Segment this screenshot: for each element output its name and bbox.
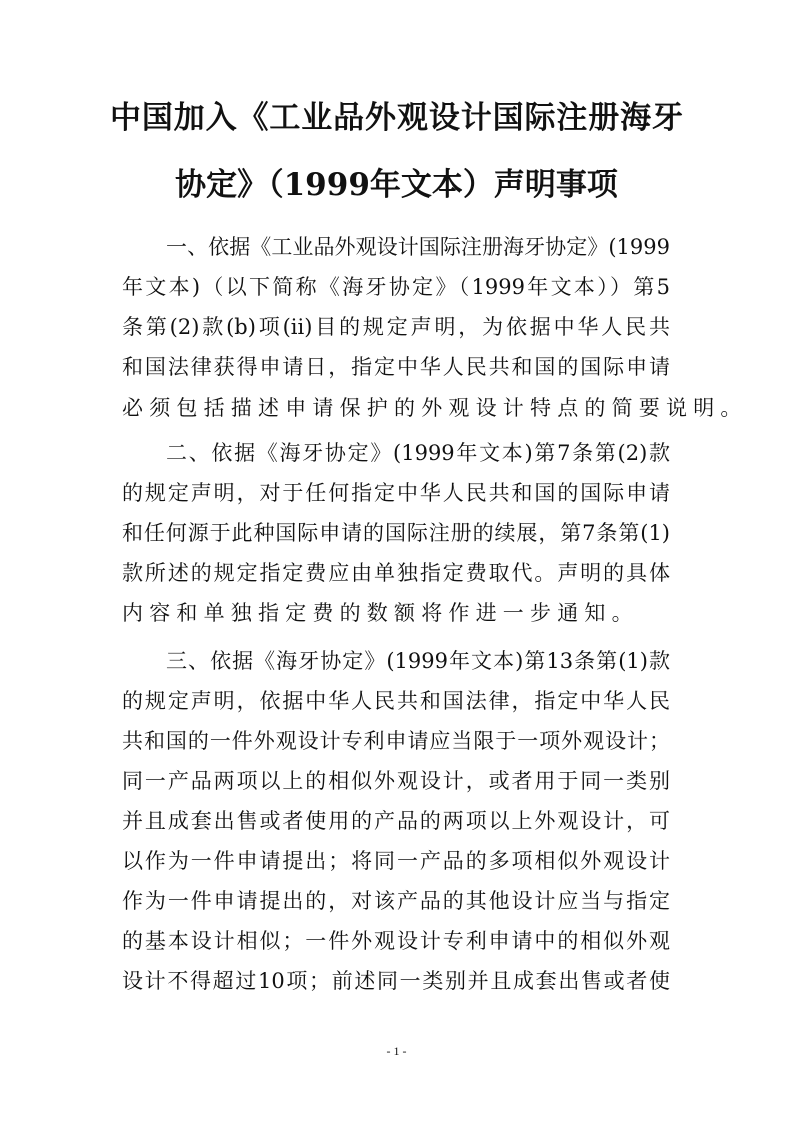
paragraph-2-line: 的规定声明，对于任何指定中华人民共和国的国际申请: [122, 481, 670, 505]
paragraph-1-line: 和国法律获得申请日，指定中华人民共和国的国际申请: [122, 355, 670, 379]
paragraph-2-line: 内容和单独指定费的数额将作进一步通知。: [122, 601, 639, 625]
paragraph-3-line: 并且成套出售或者使用的产品的两项以上外观设计，可: [122, 809, 670, 833]
page-number: - 1 -: [386, 1044, 407, 1058]
paragraph-2-line: 款所述的规定指定费应由单独指定费取代。声明的具体: [122, 561, 670, 585]
paragraph-3-line: 以作为一件申请提出；将同一产品的多项相似外观设计: [122, 849, 670, 873]
paragraph-1-line: 条第(2)款(b)项(ii)目的规定声明，为依据中华人民共: [122, 315, 670, 339]
paragraph-3-line: 三、依据《海牙协定》(1999年文本)第13条第(1)款: [166, 649, 670, 673]
title-line-2: 协定》（1999年文本）声明事项: [175, 167, 618, 203]
paragraph-1-line: 必须包括描述申请保护的外观设计特点的简要说明。: [122, 396, 748, 420]
paragraph-3-line: 的基本设计相似；一件外观设计专利申请中的相似外观: [122, 929, 670, 953]
paragraph-3-line: 共和国的一件外观设计专利申请应当限于一项外观设计；: [122, 729, 670, 753]
paragraph-2-line: 和任何源于此种国际申请的国际注册的续展，第7条第(1): [122, 521, 670, 545]
paragraph-3-line: 作为一件申请提出的，对该产品的其他设计应当与指定: [122, 889, 670, 913]
title-line-1: 中国加入《工业品外观设计国际注册海牙: [110, 100, 683, 136]
paragraph-2-line: 二、依据《海牙协定》(1999年文本)第7条第(2)款: [166, 441, 670, 465]
paragraph-1-line: 年文本)（以下简称《海牙协定》（1999年文本））第5: [122, 275, 670, 299]
paragraph-3-line: 同一产品两项以上的相似外观设计，或者用于同一类别: [122, 769, 670, 793]
paragraph-3-line: 设计不得超过10项；前述同一类别并且成套出售或者使: [122, 969, 670, 993]
paragraph-3-line: 的规定声明，依据中华人民共和国法律，指定中华人民: [122, 689, 670, 713]
paragraph-1-line: 一、依据《工业品外观设计国际注册海牙协定》(1999: [166, 235, 670, 259]
